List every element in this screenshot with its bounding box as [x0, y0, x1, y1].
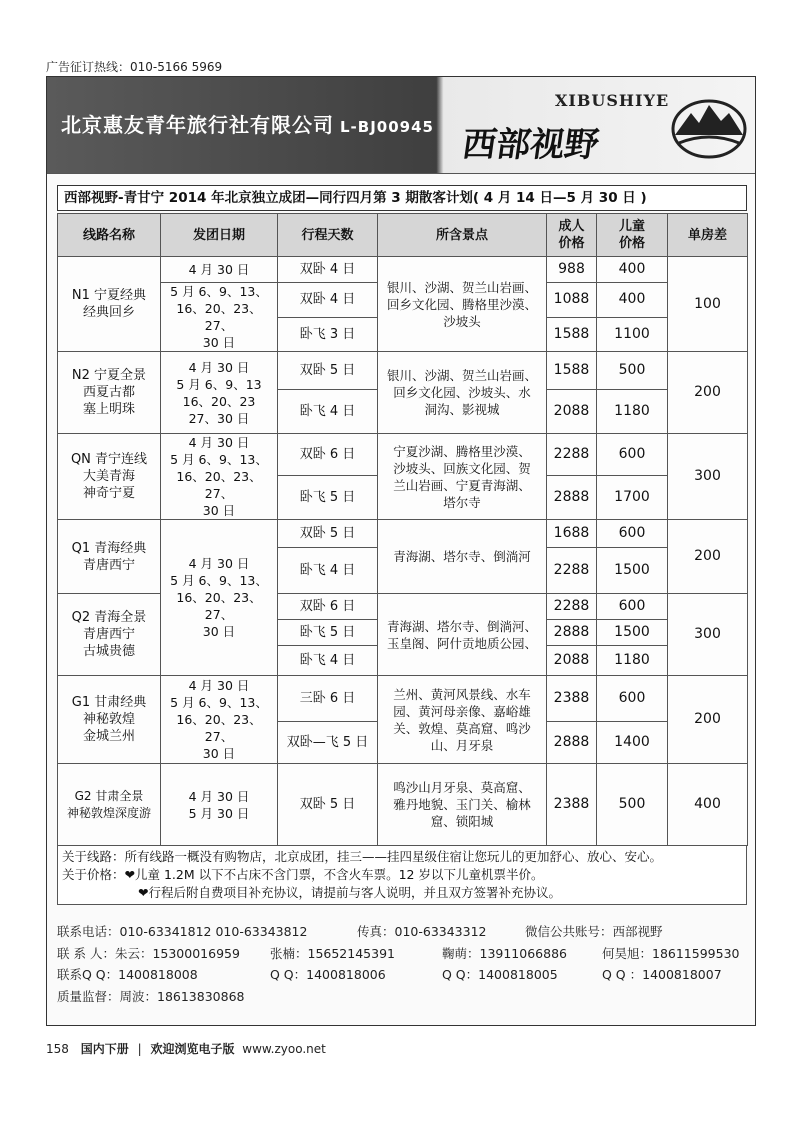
mountain-logo-icon	[669, 91, 749, 161]
trip-days: 卧飞 4 日	[278, 646, 378, 676]
company-banner	[47, 77, 755, 174]
contact-block	[57, 921, 747, 1007]
adult-price: 2288	[547, 434, 597, 476]
contact-person: 何昊旭：18611599530	[602, 945, 740, 961]
trip-days: 双卧 5 日	[278, 764, 378, 846]
table-row	[58, 764, 748, 846]
page-number: 158	[46, 1042, 69, 1056]
contact-row-people	[57, 943, 747, 965]
child-price: 1180	[597, 646, 668, 676]
route-name: G1 甘肃经典 神秘敦煌 金城兰州	[58, 676, 161, 764]
adult-price: 1588	[547, 317, 597, 352]
wechat-account: 微信公共账号：西部视野	[525, 924, 663, 939]
schedule-title: 西部视野-青甘宁 2014 年北京独立成团—同行四月第 3 期散客计划( 4 月 14 日—5 月 30 日 )	[57, 185, 747, 211]
brand-english: XIBUSHIYE	[555, 91, 670, 110]
trip-days: 双卧 5 日	[278, 352, 378, 390]
child-price: 400	[597, 283, 668, 318]
trip-days: 双卧 5 日	[278, 520, 378, 548]
route-note: 关于线路：所有线路一概没有购物店，北京成团，挂三——挂四星级住宿让您玩儿的更加舒心、放心、安心。	[62, 849, 663, 864]
advert-frame	[46, 76, 756, 1026]
adult-price: 1088	[547, 283, 597, 318]
route-name: G2 甘肃全景 神秘敦煌深度游	[58, 764, 161, 846]
child-price: 1400	[597, 722, 668, 764]
trip-days: 卧飞 5 日	[278, 620, 378, 646]
adult-price: 988	[547, 257, 597, 283]
adult-price: 2288	[547, 594, 597, 620]
header-route: 线路名称	[58, 214, 161, 257]
single-supplement: 300	[668, 434, 748, 520]
header-days: 行程天数	[278, 214, 378, 257]
trip-days: 三卧 6 日	[278, 676, 378, 722]
adult-price: 2088	[547, 390, 597, 434]
single-supplement: 100	[668, 257, 748, 352]
supplement-note: ❤行程后附自费项目补充协议，请提前与客人说明，并且双方签署补充协议。	[138, 885, 561, 900]
adult-price: 2888	[547, 722, 597, 764]
schedule-table	[57, 213, 748, 846]
website-link[interactable]: www.zyoo.net	[242, 1042, 326, 1056]
trip-days: 双卧 6 日	[278, 594, 378, 620]
table-row	[58, 352, 748, 390]
header-adult-price: 成人 价格	[547, 214, 597, 257]
child-price: 600	[597, 594, 668, 620]
ad-hotline: 广告征订热线：010-5166 5969	[46, 60, 223, 74]
adult-price: 2388	[547, 676, 597, 722]
child-price: 500	[597, 352, 668, 390]
table-row	[58, 434, 748, 476]
table-row	[58, 520, 748, 548]
qq-number: Q Q ：1400818007	[602, 967, 722, 982]
footer-tagline: 欢迎浏览电子版	[150, 1042, 235, 1056]
departure-date: 4 月 30 日 5 月 6、9、13 16、20、23 27、30 日	[161, 352, 278, 434]
header-child-price: 儿童 价格	[597, 214, 668, 257]
footer-divider: |	[137, 1042, 142, 1056]
departure-date: 4 月 30 日	[161, 257, 278, 283]
child-price: 600	[597, 434, 668, 476]
child-price: 1100	[597, 317, 668, 352]
departure-date: 4 月 30 日 5 月 6、9、13、 16、20、23、27、 30 日	[161, 520, 278, 676]
child-price: 400	[597, 257, 668, 283]
trip-days: 卧飞 4 日	[278, 390, 378, 434]
route-name: Q1 青海经典 青唐西宁	[58, 520, 161, 594]
sights-list: 银川、沙湖、贺兰山岩画、 回乡文化园、腾格里沙漠、 沙坡头	[378, 257, 547, 352]
trip-days: 卧飞 4 日	[278, 548, 378, 594]
fax-number: 传真：010-63343312	[357, 924, 487, 939]
trip-days: 双卧 4 日	[278, 257, 378, 283]
qq-number: Q Q：1400818006	[270, 967, 386, 982]
table-row	[58, 257, 748, 283]
trip-days: 双卧—飞 5 日	[278, 722, 378, 764]
adult-price: 2888	[547, 620, 597, 646]
child-price: 1180	[597, 390, 668, 434]
single-supplement: 200	[668, 520, 748, 594]
sights-list: 银川、沙湖、贺兰山岩画、 回乡文化园、沙坡头、水 洞沟、影视城	[378, 352, 547, 434]
adult-price: 1588	[547, 352, 597, 390]
child-price: 1700	[597, 475, 668, 519]
quality-supervisor: 质量监督：周波：18613830868	[57, 988, 245, 1004]
route-name: Q2 青海全景 青唐西宁 古城贵德	[58, 594, 161, 676]
contact-row-supervisor	[57, 986, 747, 1008]
route-name: N1 宁夏经典 经典回乡	[58, 257, 161, 352]
trip-days: 卧飞 3 日	[278, 317, 378, 352]
notes-box	[57, 846, 747, 905]
header-sights: 所含景点	[378, 214, 547, 257]
child-price: 600	[597, 676, 668, 722]
single-supplement: 300	[668, 594, 748, 676]
contact-person: 鞠萌：13911066886	[442, 945, 567, 961]
single-supplement: 200	[668, 676, 748, 764]
qq-number: 联系Q Q：1400818008	[57, 967, 198, 982]
trip-days: 双卧 6 日	[278, 434, 378, 476]
adult-price: 2888	[547, 475, 597, 519]
trip-days: 卧飞 5 日	[278, 475, 378, 519]
departure-date: 4 月 30 日 5 月 6、9、13、 16、20、23、27、 30 日	[161, 434, 278, 520]
child-price: 1500	[597, 620, 668, 646]
child-price: 1500	[597, 548, 668, 594]
adult-price: 2388	[547, 764, 597, 846]
contact-person: 联 系 人：朱云：15300016959	[57, 945, 240, 961]
departure-date: 4 月 30 日 5 月 30 日	[161, 764, 278, 846]
child-price: 600	[597, 520, 668, 548]
price-note: 关于价格：❤儿童 1.2M 以下不占床不含门票，不含火车票。12 岁以下儿童机票半价。	[62, 867, 544, 882]
contact-person: 张楠：15652145391	[270, 945, 395, 961]
sights-list: 宁夏沙湖、腾格里沙漠、 沙坡头、回族文化园、贺 兰山岩画、宁夏青海湖、 塔尔寺	[378, 434, 547, 520]
brand-chinese: 西部视野	[459, 125, 602, 165]
route-name: N2 宁夏全景 西夏古都 塞上明珠	[58, 352, 161, 434]
header-date: 发团日期	[161, 214, 278, 257]
page-footer	[46, 1040, 326, 1057]
sights-list: 青海湖、塔尔寺、倒淌河、 玉皇阁、阿什贡地质公园、	[378, 594, 547, 676]
adult-price: 2288	[547, 548, 597, 594]
header-single-supplement: 单房差	[668, 214, 748, 257]
child-price: 500	[597, 764, 668, 846]
sights-list: 鸣沙山月牙泉、莫高窟、 雅丹地貌、玉门关、榆林 窟、锁阳城	[378, 764, 547, 846]
contact-row-qq	[57, 964, 747, 986]
table-row	[58, 676, 748, 722]
sights-list: 青海湖、塔尔寺、倒淌河	[378, 520, 547, 594]
qq-number: Q Q：1400818005	[442, 967, 558, 982]
section-name: 国内下册	[80, 1042, 129, 1056]
sights-list: 兰州、黄河风景线、水车 园、黄河母亲像、嘉峪雄 关、敦煌、莫高窟、鸣沙 山、月牙泉	[378, 676, 547, 764]
table-header-row	[58, 214, 748, 257]
single-supplement: 400	[668, 764, 748, 846]
company-name: 北京惠友青年旅行社有限公司 L-BJ00945	[61, 113, 434, 137]
departure-date: 4 月 30 日 5 月 6、9、13、 16、20、23、27、 30 日	[161, 676, 278, 764]
departure-date: 5 月 6、9、13、 16、20、23、27、 30 日	[161, 283, 278, 352]
trip-days: 双卧 4 日	[278, 283, 378, 318]
single-supplement: 200	[668, 352, 748, 434]
adult-price: 1688	[547, 520, 597, 548]
phone-numbers: 联系电话：010-63341812 010-63343812	[57, 924, 308, 939]
adult-price: 2088	[547, 646, 597, 676]
license-number: L-BJ00945	[340, 118, 434, 136]
contact-row-phone	[57, 921, 747, 943]
route-name: QN 青宁连线 大美青海 神奇宁夏	[58, 434, 161, 520]
schedule-section	[57, 185, 747, 1007]
